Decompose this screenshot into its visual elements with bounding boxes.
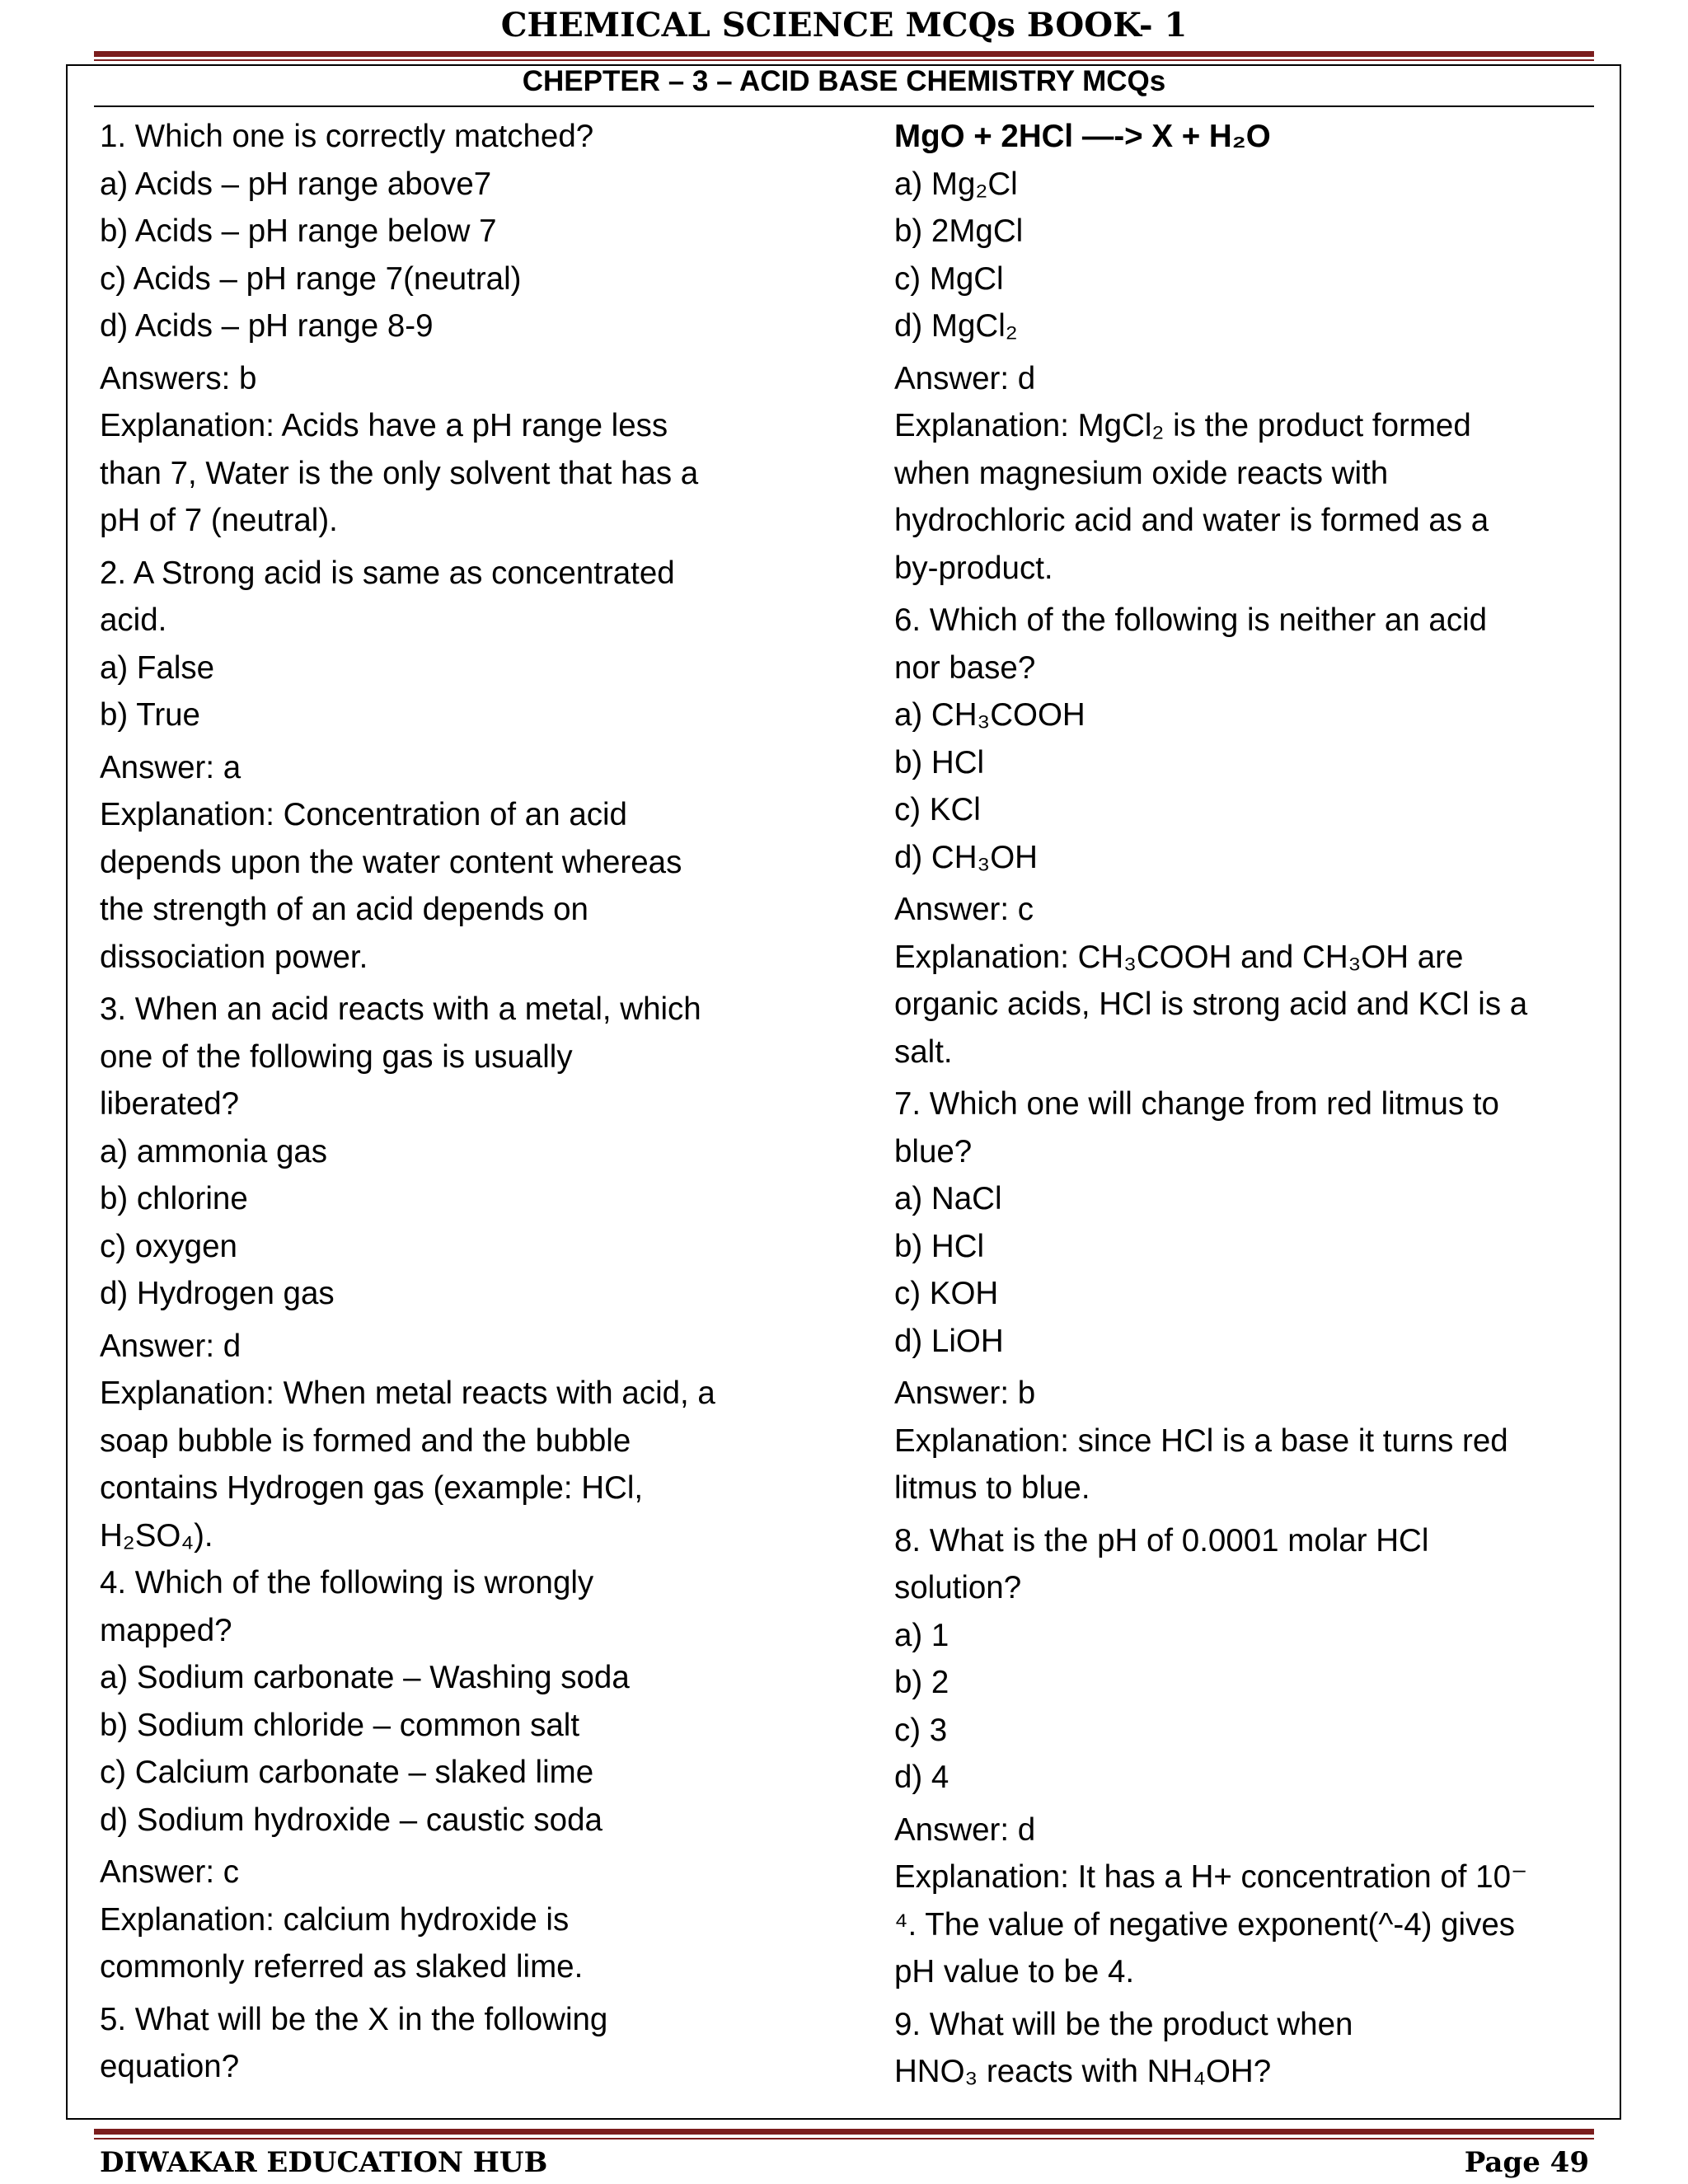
- option-line: c) KCl: [894, 792, 981, 827]
- answer-line: Answer: d: [894, 360, 1036, 396]
- question-line: mapped?: [100, 1612, 232, 1648]
- explanation-line: than 7, Water is the only solvent that has a: [100, 455, 699, 491]
- option-line: c) Acids – pH range 7(neutral): [100, 260, 522, 297]
- answer-line: Answers: b: [100, 360, 257, 396]
- explanation-line: organic acids, HCl is strong acid and KCl is a: [894, 987, 1528, 1022]
- explanation-line: pH value to be 4.: [894, 1954, 1135, 1990]
- equation-line: MgO + 2HCl —-> X + H₂O: [894, 119, 1271, 154]
- option-line: b) 2: [894, 1665, 950, 1700]
- chapter-heading: CHEPTER – 3 – ACID BASE CHEMISTRY MCQs: [522, 65, 1166, 97]
- option-line: b) Acids – pH range below 7: [100, 213, 497, 249]
- option-line: b) True: [100, 697, 200, 733]
- option-line: c) Calcium carbonate – slaked lime: [100, 1755, 594, 1790]
- explanation-line: soap bubble is formed and the bubble: [100, 1422, 631, 1459]
- question-4: 4. Which of the following is wrongly: [100, 1565, 594, 1601]
- explanation-line: Explanation: When metal reacts with acid, a: [100, 1376, 715, 1411]
- option-line: a) False: [100, 649, 215, 686]
- option-line: d) 4: [894, 1760, 950, 1795]
- option-line: c) oxygen: [100, 1228, 237, 1264]
- option-line: c) 3: [894, 1712, 948, 1748]
- option-line: d) Acids – pH range 8-9: [100, 308, 434, 344]
- question-line: nor base?: [894, 649, 1036, 686]
- right-column: [894, 113, 1620, 2096]
- explanation-line: by-product.: [894, 550, 1053, 586]
- explanation-line: hydrochloric acid and water is formed as a: [894, 503, 1489, 538]
- left-column: [100, 113, 825, 2091]
- chapter-rule: [94, 105, 1594, 107]
- question-3: 3. When an acid reacts with a metal, which: [100, 991, 701, 1027]
- explanation-line: Explanation: MgCl₂ is the product formed: [894, 408, 1471, 443]
- explanation-line: the strength of an acid depends on: [100, 892, 588, 927]
- option-line: a) Acids – pH range above7: [100, 166, 492, 202]
- option-line: b) chlorine: [100, 1181, 248, 1216]
- footer-publisher: DIWAKAR EDUCATION HUB: [100, 2146, 548, 2179]
- explanation-line: when magnesium oxide reacts with: [894, 455, 1389, 491]
- question-line: one of the following gas is usually: [100, 1038, 573, 1075]
- question-2: 2. A Strong acid is same as concentrated: [100, 555, 675, 591]
- page-number: Page 49: [1464, 2146, 1589, 2179]
- question-5: 5. What will be the X in the following: [100, 2001, 608, 2037]
- answer-line: Answer: c: [894, 892, 1034, 927]
- question-8: 8. What is the pH of 0.0001 molar HCl: [894, 1522, 1429, 1558]
- explanation-line: commonly referred as slaked lime.: [100, 1949, 584, 1985]
- option-line: a) NaCl: [894, 1181, 1002, 1216]
- explanation-line: H₂SO₄).: [100, 1517, 213, 1554]
- question-7: 7. Which one will change from red litmus to: [894, 1086, 1499, 1122]
- header-rule-thick: [94, 51, 1594, 57]
- explanation-line: Explanation: calcium hydroxide is: [100, 1901, 570, 1938]
- question-line: equation?: [100, 2049, 240, 2084]
- option-line: a) 1: [894, 1617, 950, 1653]
- explanation-line: pH of 7 (neutral).: [100, 503, 338, 538]
- option-line: d) CH₃OH: [894, 839, 1038, 875]
- question-9: 9. What will be the product when: [894, 2006, 1353, 2042]
- explanation-line: dissociation power.: [100, 939, 368, 975]
- answer-line: Answer: a: [100, 749, 241, 785]
- option-line: c) MgCl: [894, 260, 1004, 297]
- question-6: 6. Which of the following is neither an acid: [894, 602, 1488, 638]
- question-line: HNO₃ reacts with NH₄OH?: [894, 2054, 1272, 2089]
- explanation-line: Explanation: Concentration of an acid: [100, 797, 627, 832]
- explanation-line: ⁴. The value of negative exponent(^-4) gives: [894, 1906, 1516, 1943]
- explanation-line: Explanation: CH₃COOH and CH₃OH are: [894, 939, 1464, 975]
- answer-line: Answer: d: [100, 1328, 241, 1364]
- option-line: a) Mg₂Cl: [894, 166, 1018, 202]
- question-line: liberated?: [100, 1086, 240, 1122]
- answer-line: Answer: b: [894, 1376, 1036, 1411]
- option-line: a) Sodium carbonate – Washing soda: [100, 1660, 630, 1695]
- answer-line: Answer: d: [894, 1811, 1036, 1848]
- question-line: acid.: [100, 602, 167, 638]
- footer-rule-thin: [94, 2138, 1594, 2139]
- book-title: CHEMICAL SCIENCE MCQs BOOK- 1: [500, 6, 1188, 45]
- option-line: b) Sodium chloride – common salt: [100, 1707, 580, 1743]
- question-1: 1. Which one is correctly matched?: [100, 119, 594, 154]
- answer-line: Answer: c: [100, 1854, 240, 1890]
- option-line: d) LiOH: [894, 1323, 1004, 1359]
- explanation-line: litmus to blue.: [894, 1470, 1090, 1506]
- option-line: a) ammonia gas: [100, 1133, 328, 1169]
- explanation-line: salt.: [894, 1033, 953, 1070]
- footer-rule-thick: [94, 2129, 1594, 2135]
- option-line: a) CH₃COOH: [894, 697, 1085, 733]
- explanation-line: contains Hydrogen gas (example: HCl,: [100, 1470, 644, 1506]
- option-line: b) HCl: [894, 744, 985, 780]
- explanation-line: Explanation: It has a H+ concentration of 10⁻: [894, 1859, 1528, 1895]
- question-line: solution?: [894, 1570, 1022, 1605]
- option-line: b) 2MgCl: [894, 213, 1024, 249]
- option-line: d) Hydrogen gas: [100, 1276, 335, 1311]
- option-line: c) KOH: [894, 1276, 999, 1311]
- option-line: d) MgCl₂: [894, 308, 1018, 344]
- explanation-line: Explanation: Acids have a pH range less: [100, 408, 668, 443]
- question-line: blue?: [894, 1133, 973, 1169]
- explanation-line: depends upon the water content whereas: [100, 844, 682, 880]
- explanation-line: Explanation: since HCl is a base it turns red: [894, 1422, 1508, 1459]
- option-line: d) Sodium hydroxide – caustic soda: [100, 1802, 603, 1838]
- option-line: b) HCl: [894, 1228, 985, 1264]
